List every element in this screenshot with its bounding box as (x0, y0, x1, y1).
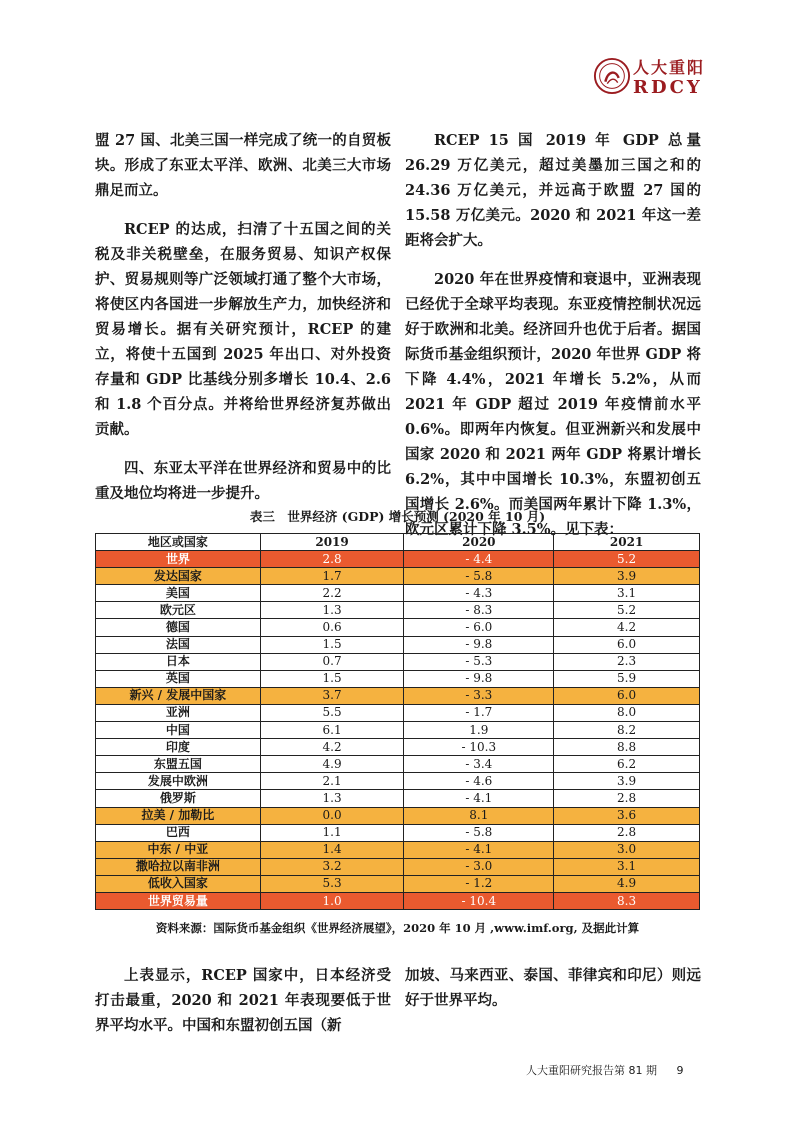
table-row (96, 858, 700, 875)
table-row (96, 722, 700, 739)
paragraph: RCEP 的达成，扫清了十五国之间的关税及非关税壁垒，在服务贸易、知识产权保护、贸易规则等广泛领域打通了整个大市场，将使区内各国进一步解放生产力，加快经济和贸易增长。据有关研究预计，RCEP 的建立，将使十五国到 2025 年出口、对外投资存量和 GDP 比基线分别多增长 10.4、2.6 和 1.8 个百分点。并将给世界经济复苏做出贡献。 (95, 221, 391, 438)
cell-2020: - 5.8 (404, 568, 554, 585)
cell-2021: 8.2 (554, 722, 700, 739)
table-row (96, 824, 700, 841)
cell-2021: 4.9 (554, 875, 700, 892)
cell-region: 发展中欧洲 (96, 773, 261, 790)
cell-2020: - 1.7 (404, 704, 554, 721)
cell-2019: 6.1 (260, 722, 404, 739)
table-row (96, 790, 700, 807)
right-column-top (405, 128, 701, 556)
cell-region: 英国 (96, 670, 261, 687)
right-column-bottom (405, 963, 701, 1027)
cell-2020: - 8.3 (404, 602, 554, 619)
table-row (96, 602, 700, 619)
cell-2020: - 5.3 (404, 653, 554, 670)
brand-chinese-name: 人大重阳 (633, 58, 706, 77)
cell-2021: 5.9 (554, 670, 700, 687)
cell-region: 东盟五国 (96, 756, 261, 773)
rdcy-seal-icon (593, 57, 631, 95)
cell-2019: 1.1 (260, 824, 404, 841)
cell-2021: 8.0 (554, 704, 700, 721)
gdp-growth-table (95, 533, 700, 910)
table-row (96, 619, 700, 636)
left-column-bottom (95, 963, 391, 1052)
cell-region: 世界 (96, 551, 261, 568)
cell-region: 撒哈拉以南非洲 (96, 858, 261, 875)
cell-2019: 4.9 (260, 756, 404, 773)
cell-2021: 6.0 (554, 687, 700, 704)
header-region: 地区或国家 (96, 534, 261, 551)
cell-2019: 0.0 (260, 807, 404, 824)
table-source-note: 资料来源：国际货币基金组织《世界经济展望》，2020 年 10 月 ,www.imf.org, 及据此计算 (155, 921, 640, 935)
cell-2021: 6.2 (554, 756, 700, 773)
cell-2021: 5.2 (554, 551, 700, 568)
cell-region: 印度 (96, 739, 261, 756)
paragraph: 盟 27 国、北美三国一样完成了统一的自贸板块。形成了东亚太平洋、欧洲、北美三大市场鼎足而立。 (95, 132, 391, 199)
cell-region: 俄罗斯 (96, 790, 261, 807)
cell-2019: 1.5 (260, 670, 404, 687)
cell-region: 亚洲 (96, 704, 261, 721)
cell-region: 日本 (96, 653, 261, 670)
table-row (96, 756, 700, 773)
cell-2020: - 4.3 (404, 585, 554, 602)
cell-2019: 3.7 (260, 687, 404, 704)
cell-2019: 2.1 (260, 773, 404, 790)
cell-2020: 1.9 (404, 722, 554, 739)
cell-region: 新兴 / 发展中国家 (96, 687, 261, 704)
cell-2019: 5.5 (260, 704, 404, 721)
table-row (96, 875, 700, 892)
page-footer (526, 1062, 684, 1078)
cell-2019: 1.7 (260, 568, 404, 585)
cell-2019: 1.5 (260, 636, 404, 653)
cell-region: 拉美 / 加勒比 (96, 807, 261, 824)
cell-region: 巴西 (96, 824, 261, 841)
cell-2020: - 10.3 (404, 739, 554, 756)
table-header-row (96, 534, 700, 551)
table-row (96, 687, 700, 704)
paragraph: RCEP 15 国 2019 年 GDP 总量 26.29 万亿美元，超过美墨加三国之和的 24.36 万亿美元，并远高于欧盟 27 国的 15.58 万亿美元。2020 和 2021 年这一差距将会扩大。 (405, 132, 701, 249)
brand-english-name: RDCY (633, 77, 703, 98)
table-row (96, 739, 700, 756)
rdcy-logo (593, 55, 711, 103)
cell-2021: 3.9 (554, 568, 700, 585)
header-2019: 2019 (260, 534, 404, 551)
cell-2019: 0.6 (260, 619, 404, 636)
section-heading: 四、东亚太平洋在世界经济和贸易中的比重及地位均将进一步提升。 (95, 460, 391, 502)
cell-2020: - 4.1 (404, 790, 554, 807)
cell-region: 美国 (96, 585, 261, 602)
header-2020: 2020 (404, 534, 554, 551)
cell-2020: - 3.4 (404, 756, 554, 773)
cell-region: 发达国家 (96, 568, 261, 585)
cell-2019: 1.3 (260, 790, 404, 807)
cell-2020: - 4.4 (404, 551, 554, 568)
table-row (96, 807, 700, 824)
cell-2021: 3.1 (554, 858, 700, 875)
cell-2021: 3.9 (554, 773, 700, 790)
cell-2021: 2.8 (554, 824, 700, 841)
table-row (96, 653, 700, 670)
table-row (96, 841, 700, 858)
cell-region: 欧元区 (96, 602, 261, 619)
cell-2020: - 5.8 (404, 824, 554, 841)
cell-2021: 8.3 (554, 892, 700, 909)
paragraph: 上表显示，RCEP 国家中，日本经济受打击最重，2020 和 2021 年表现要低于世界平均水平。中国和东盟初创五国（新 (95, 967, 391, 1034)
table-row (96, 670, 700, 687)
cell-2021: 6.0 (554, 636, 700, 653)
cell-2019: 3.2 (260, 858, 404, 875)
cell-2019: 1.4 (260, 841, 404, 858)
cell-2019: 1.3 (260, 602, 404, 619)
table-row (96, 773, 700, 790)
cell-region: 法国 (96, 636, 261, 653)
cell-2020: - 3.3 (404, 687, 554, 704)
cell-2021: 3.6 (554, 807, 700, 824)
left-column-top (95, 128, 391, 520)
paragraph: 加坡、马来西亚、泰国、菲律宾和印尼）则远好于世界平均。 (405, 967, 701, 1009)
cell-region: 中国 (96, 722, 261, 739)
cell-2020: - 3.0 (404, 858, 554, 875)
header-2021: 2021 (554, 534, 700, 551)
cell-2019: 2.8 (260, 551, 404, 568)
table-row (96, 568, 700, 585)
cell-2021: 5.2 (554, 602, 700, 619)
table-row (96, 636, 700, 653)
cell-2020: - 9.8 (404, 670, 554, 687)
cell-2021: 2.3 (554, 653, 700, 670)
cell-region: 德国 (96, 619, 261, 636)
cell-2021: 3.1 (554, 585, 700, 602)
cell-2020: - 4.1 (404, 841, 554, 858)
cell-2019: 5.3 (260, 875, 404, 892)
cell-2021: 2.8 (554, 790, 700, 807)
cell-region: 中东 / 中亚 (96, 841, 261, 858)
cell-2020: 8.1 (404, 807, 554, 824)
cell-2020: - 4.6 (404, 773, 554, 790)
table-row (96, 892, 700, 909)
cell-2019: 2.2 (260, 585, 404, 602)
cell-region: 低收入国家 (96, 875, 261, 892)
cell-region: 世界贸易量 (96, 892, 261, 909)
cell-2019: 1.0 (260, 892, 404, 909)
cell-2021: 3.0 (554, 841, 700, 858)
cell-2019: 0.7 (260, 653, 404, 670)
table-row (96, 585, 700, 602)
table-row (96, 551, 700, 568)
cell-2020: - 9.8 (404, 636, 554, 653)
paragraph: 2020 年在世界疫情和衰退中，亚洲表现已经优于全球平均表现。东亚疫情控制状况远好于欧洲和北美。经济回升也优于后者。据国际货币基金组织预计，2020 年世界 GDP 将下降 4.4%，2021 年增长 5.2%，从而 2021 年 GDP 超过 2019 年疫情前水平 0.6%。即两年内恢复。但亚洲新兴和发展中国家 2020 和 2021 两年 GDP 将累计增长 6.2%，其中中国增长 10.3%，东盟初创五国增长 2.6%。而美国两年累计下降 1.3%，欧元区累计下降 3.5%。见下表： (405, 271, 701, 538)
cell-2021: 4.2 (554, 619, 700, 636)
table-row (96, 704, 700, 721)
cell-2021: 8.8 (554, 739, 700, 756)
page-number: 9 (676, 1064, 684, 1077)
publication-name: 人大重阳研究报告第 81 期 (526, 1064, 657, 1077)
cell-2020: - 6.0 (404, 619, 554, 636)
cell-2019: 4.2 (260, 739, 404, 756)
cell-2020: - 10.4 (404, 892, 554, 909)
table-caption: 表三 世界经济 (GDP) 增长预测 (2020 年 10 月) (249, 509, 546, 524)
cell-2020: - 1.2 (404, 875, 554, 892)
